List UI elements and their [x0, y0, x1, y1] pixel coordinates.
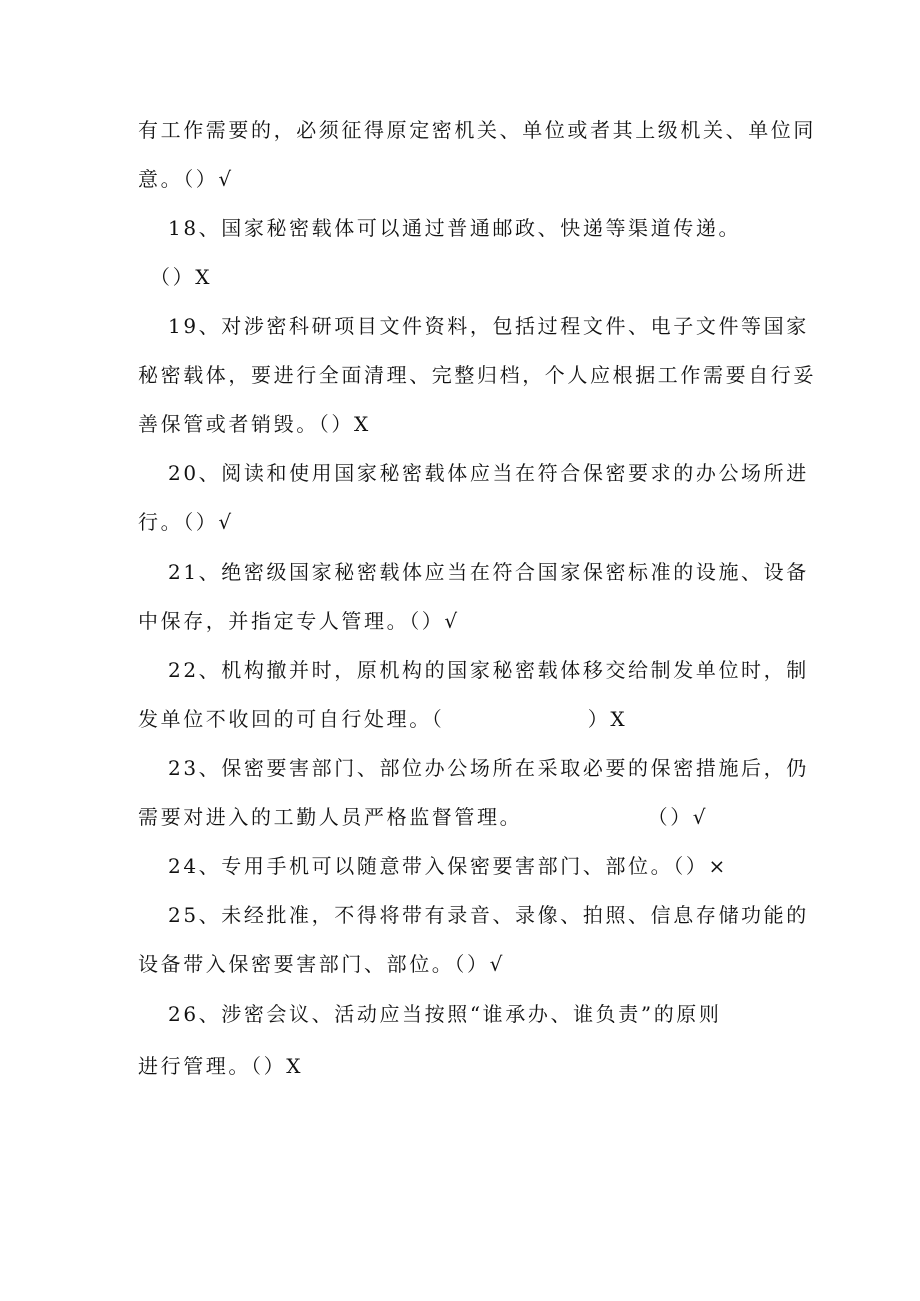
text-line-q21-1: 21、绝密级国家秘密载体应当在符合国家保密标准的设施、设备: [168, 560, 809, 584]
text-line-q24-1: 24、专用手机可以随意带入保密要害部门、部位。（）×: [168, 854, 728, 878]
text-line-q26-1: 26、涉密会议、活动应当按照“谁承办、谁负责”的原则: [168, 1002, 722, 1026]
text-line-q19-1: 19、对涉密科研项目文件资料，包括过程文件、电子文件等国家: [168, 314, 809, 338]
text-line-q26-2: 进行管理。（）X: [138, 1054, 304, 1078]
text-line-q22-2: 发单位不收回的可自行处理。（ ）X: [138, 707, 628, 731]
text-line-q20-1: 20、阅读和使用国家秘密载体应当在符合保密要求的办公场所进: [168, 461, 809, 485]
text-line-q19-2: 秘密载体，要进行全面清理、完整归档，个人应根据工作需要自行妥: [138, 363, 816, 387]
text-line-q17-cont-2: 意。（）√: [138, 167, 234, 191]
text-line-q25-2: 设备带入保密要害部门、部位。（）√: [138, 952, 505, 976]
text-line-q22-1: 22、机构撤并时，原机构的国家秘密载体移交给制发单位时，制: [168, 658, 809, 682]
text-line-q23-2: 需要对进入的工勤人员严格监督管理。 （）√: [138, 805, 709, 829]
text-line-q23-1: 23、保密要害部门、部位办公场所在采取必要的保密措施后，仍: [168, 756, 809, 780]
text-line-q17-cont-1: 有工作需要的，必须征得原定密机关、单位或者其上级机关、单位同: [138, 118, 816, 142]
text-line-q21-2: 中保存，并指定专人管理。（）√: [138, 609, 460, 633]
text-line-q19-3: 善保管或者销毁。（）X: [138, 412, 371, 436]
text-line-q20-2: 行。（）√: [138, 510, 234, 534]
text-line-q25-1: 25、未经批准，不得将带有录音、录像、拍照、信息存储功能的: [168, 903, 809, 927]
text-line-q18-1: 18、国家秘密载体可以通过普通邮政、快递等渠道传递。: [168, 216, 742, 240]
text-line-q18-2: （）X: [150, 265, 213, 289]
